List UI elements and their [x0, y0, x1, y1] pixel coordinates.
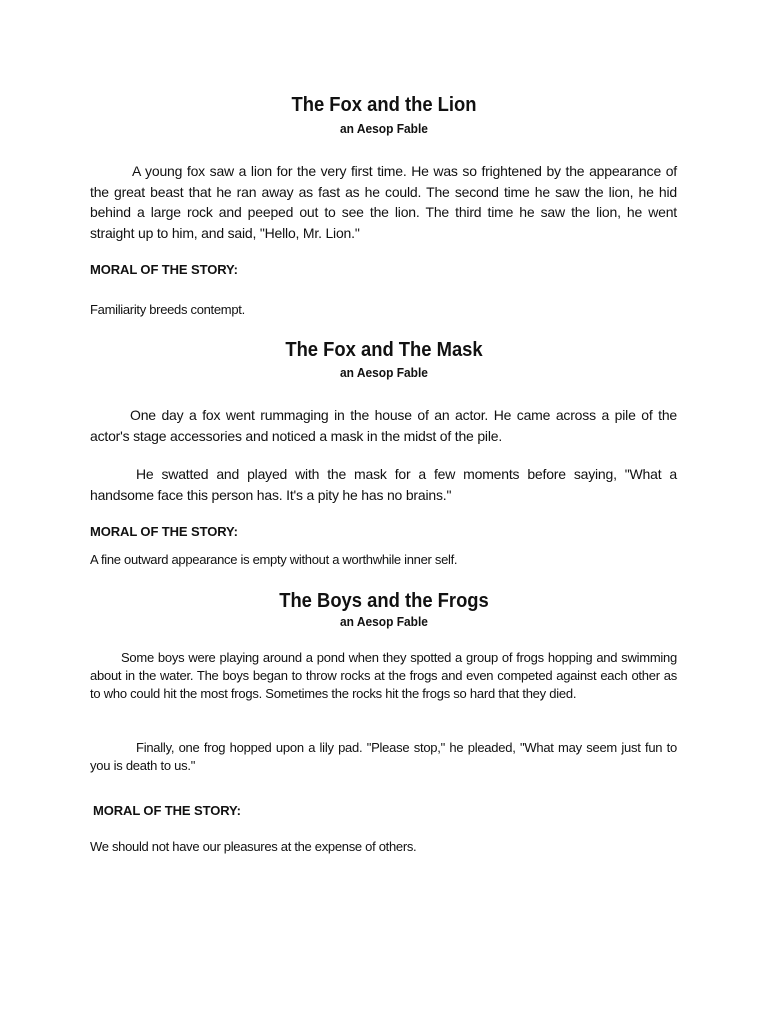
story-paragraph: Some boys were playing around a pond when they spotted a group of frogs hopping and swimming about in the water. The boys began to throw rocks at the frogs and even competed against each other as to who could hit the most frogs. Sometimes the rocks hit the frogs so hard that they died. — [90, 650, 677, 701]
moral-text: Familiarity breeds contempt. — [90, 302, 245, 317]
moral-text: A fine outward appearance is empty without a worthwhile inner self. — [90, 552, 458, 567]
story-subtitle: an Aesop Fable — [340, 365, 428, 380]
story-title: The Fox and The Mask — [285, 339, 483, 361]
story-subtitle: an Aesop Fable — [340, 121, 428, 136]
story-paragraph: One day a fox went rummaging in the house of an actor. He came across a pile of the actor's stage accessories and noticed a mask in the midst of the pile. — [90, 407, 677, 444]
story-title: The Fox and the Lion — [291, 94, 477, 116]
story-paragraph: He swatted and played with the mask for a few moments before saying, "What a handsome face this person has. It's a pity he has no brains." — [90, 466, 677, 503]
story-paragraph: A young fox saw a lion for the very first time. He was so frightened by the appearance of the great beast that he ran away as fast as he could. The second time he saw the lion, he hid behind a large rock and peeped out to see the lion. The third time he saw the lion, he went straight up to him, and said, "Hello, Mr. Lion." — [90, 163, 677, 241]
story-title: The Boys and the Frogs — [279, 590, 489, 612]
moral-heading: MORAL OF THE STORY: — [93, 803, 241, 818]
moral-heading: MORAL OF THE STORY: — [90, 262, 238, 277]
story-subtitle: an Aesop Fable — [340, 614, 428, 629]
story-paragraph: Finally, one frog hopped upon a lily pad. "Please stop," he pleaded, "What may seem just fun to you is death to us." — [90, 740, 677, 773]
moral-heading: MORAL OF THE STORY: — [90, 524, 238, 539]
moral-text: We should not have our pleasures at the expense of others. — [90, 839, 417, 854]
